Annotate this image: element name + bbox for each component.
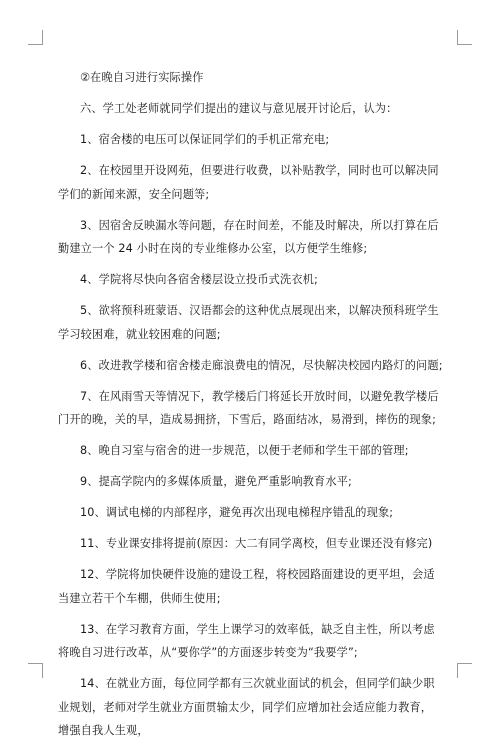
crop-mark-top-right bbox=[457, 30, 472, 45]
paragraph-item-14: 14、在就业方面，每位同学都有三次就业面试的机会，但同学们缺少职业规划，老师对学生就业方面贯输太少，同学们应增加社会适应能力教育，增强自我人生观， bbox=[58, 677, 435, 737]
document-body bbox=[58, 66, 443, 750]
paragraph-item-11: 11、专业课安排将提前(原因：大二有同学离校，但专业课还没有修完) bbox=[80, 537, 433, 550]
paragraph-item-9: 9、提高学院内的多媒体质量，避免严重影响教育水平; bbox=[80, 475, 352, 488]
paragraph-item-5: 5、欲将预科班蒙语、汉语都会的这种优点展现出来，以解决预科班学生学习较困难，就业较困难的问题; bbox=[58, 304, 439, 341]
paragraph-item-10: 10、调试电梯的内部程序，避免再次出现电梯程序错乱的现象; bbox=[80, 506, 394, 519]
paragraph-item-13: 13、在学习教育方面，学生上课学习的效率低，缺乏自主性，所以考虑将晚自习进行改革，从“要你学”的方面逐步转变为“我要学”; bbox=[58, 622, 435, 659]
crop-mark-bottom-right bbox=[457, 663, 472, 678]
paragraph-item-4: 4、学院将尽快向各宿舍楼层设立投币式洗衣机; bbox=[80, 273, 318, 286]
paragraph-item-3: 3、因宿舍反映漏水等问题，存在时间差，不能及时解决，所以打算在后勤建立一个 24 小时在岗的专业维修办公室，以方便学生维修; bbox=[58, 218, 439, 255]
paragraph-item-7: 7、在风雨雪天等情况下，教学楼后门将延长开放时间，以避免教学楼后门开的晚，关的早，造成易拥挤，下雪后，路面结冰，易滑到，摔伤的现象; bbox=[58, 389, 439, 426]
paragraph-item-12: 12、学院将加快硬件设施的建设工程，将校园路面建设的更平坦，会适当建立若干个车棚，供师生使用; bbox=[58, 568, 435, 605]
paragraph-item-1: 1、宿舍楼的电压可以保证同学们的手机正常充电; bbox=[80, 133, 330, 146]
paragraph-item-8: 8、晚自习室与宿舍的进一步规范，以便于老师和学生干部的管理; bbox=[80, 444, 409, 457]
paragraph-practical-operation: ②在晚自习进行实际操作 bbox=[80, 71, 204, 84]
paragraph-item-6: 6、改进教学楼和宿舍楼走廊浪费电的情况，尽快解决校园内路灯的问题; bbox=[80, 358, 443, 372]
crop-mark-top-left bbox=[28, 30, 43, 45]
paragraph-discussion-intro: 六、学工处老师就同学们提出的建议与意见展开讨论后，认为： bbox=[80, 102, 398, 115]
paragraph-item-2: 2、在校园里开设网苑，但要进行收费，以补贴教学，同时也可以解决同学们的新闻来源，安全问题等; bbox=[58, 164, 439, 201]
crop-mark-bottom-left bbox=[28, 663, 43, 678]
